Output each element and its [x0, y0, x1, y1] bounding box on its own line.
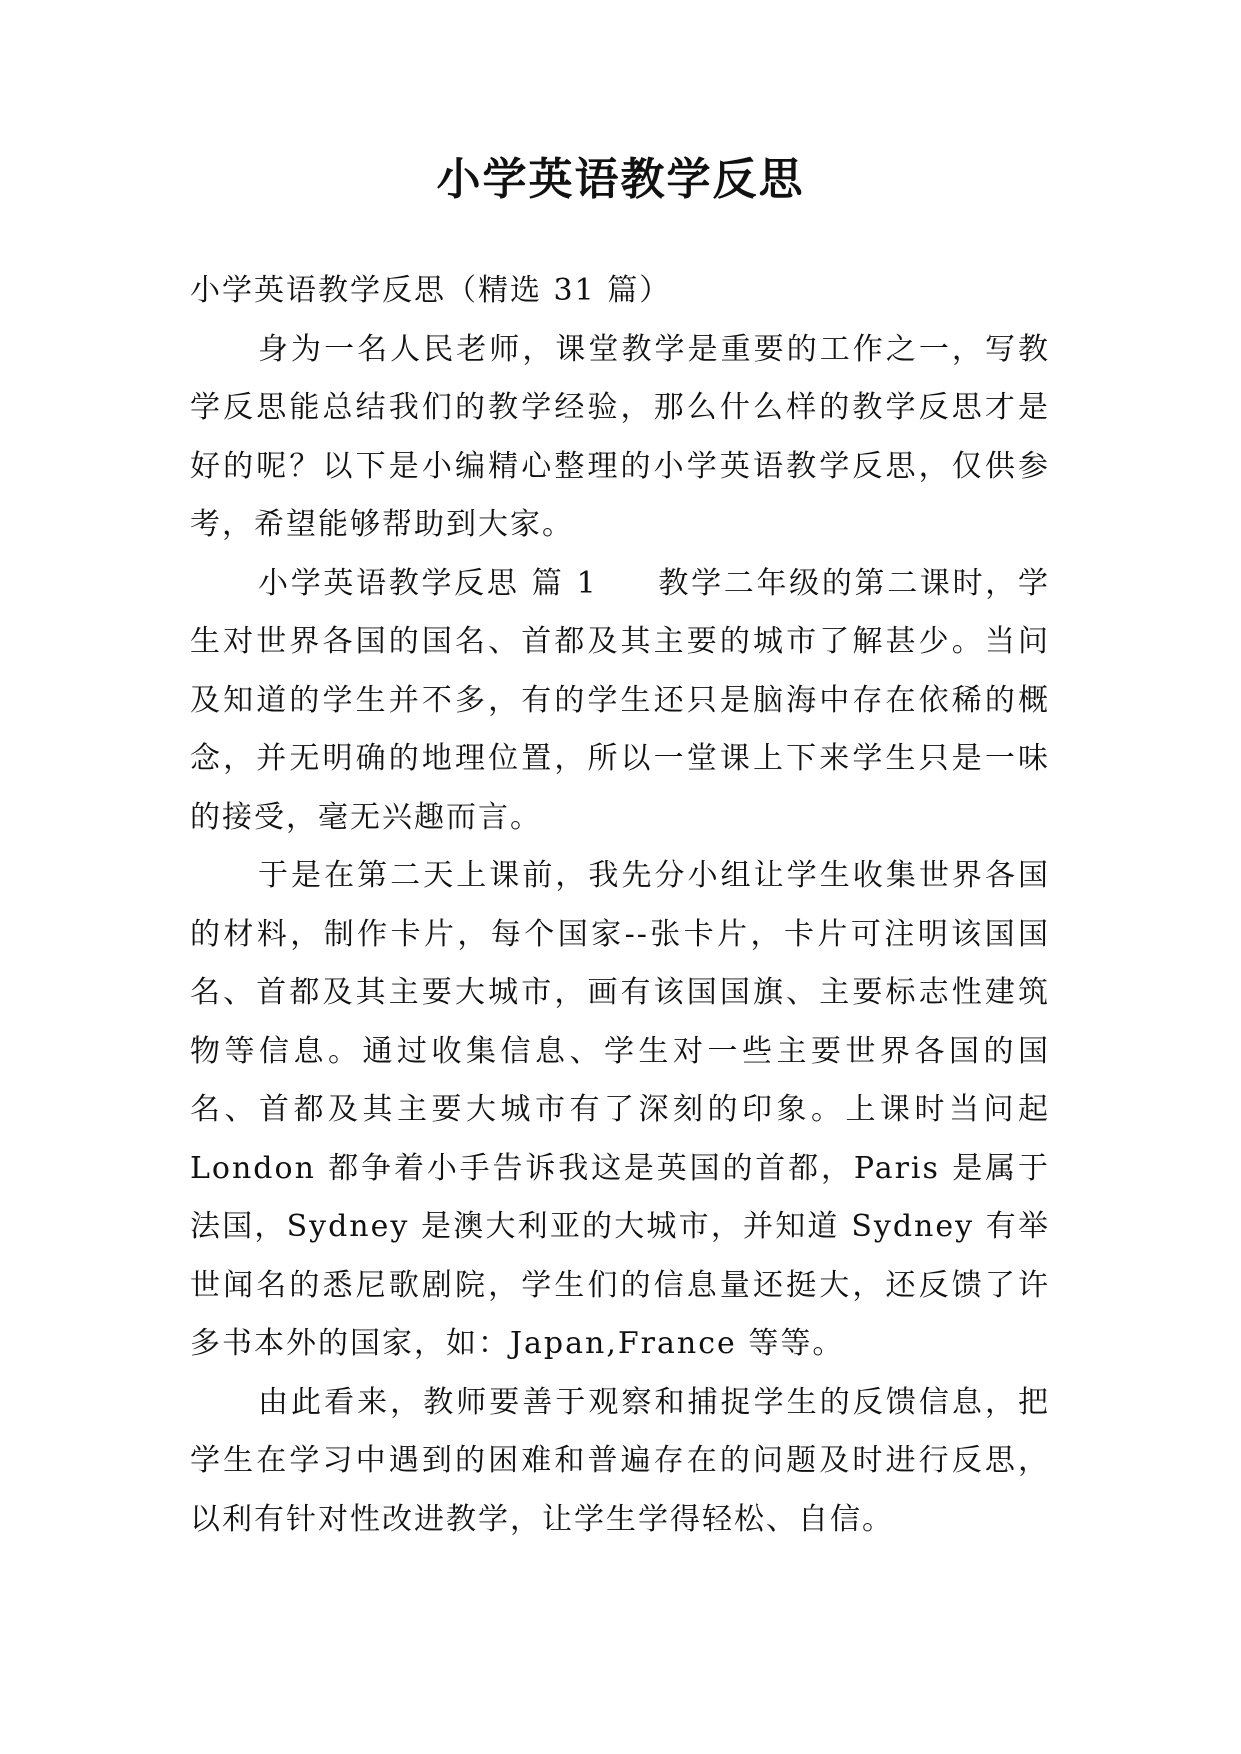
section-1-heading: 小学英语教学反思 篇 1 [258, 565, 598, 601]
section-1-first-paragraph [190, 555, 1050, 848]
document-body [190, 262, 1050, 1549]
section-1-paragraph-2: 于是在第二天上课前，我先分小组让学生收集世界各国的材料，制作卡片，每个国家--张卡片，卡片可注明该国国名、首都及其主要大城市，画有该国国旗、主要标志性建筑物等信息。通过收集信息、学生对一些主要世界各国的国名、首都及其主要大城市有了深刻的印象。上课时当问起 London 都争着小手告诉我这是英国的首都，Paris 是属于法国，Sydney 是澳大利亚的大城市，并知道 Sydney 有举世闻名的悉尼歌剧院，学生们的信息量还挺大，还反馈了许多书本外的国家，如：Japan,France 等等。 [190, 858, 1050, 1361]
document-subtitle: 小学英语教学反思（精选 31 篇） [190, 273, 672, 308]
intro-paragraph: 身为一名人民老师，课堂教学是重要的工作之一，写教学反思能总结我们的教学经验，那么什么样的教学反思才是好的呢？以下是小编精心整理的小学英语教学反思，仅供参考，希望能够帮助到大家。 [190, 331, 1050, 542]
document-title: 小学英语教学反思 [436, 154, 805, 205]
section-1-paragraph-1-text: 教学二年级的第二课时，学生对世界各国的国名、首都及其主要的城市了解甚少。当问及知道的学生并不多，有的学生还只是脑海中存在依稀的概念，并无明确的地理位置，所以一堂课上下来学生只是一味的接受，毫无兴趣而言。 [190, 565, 1050, 835]
section-1-paragraph-3: 由此看来，教师要善于观察和捕捉学生的反馈信息，把学生在学习中遇到的困难和普遍存在的问题及时进行反思，以利有针对性改进教学，让学生学得轻松、自信。 [190, 1384, 1050, 1537]
